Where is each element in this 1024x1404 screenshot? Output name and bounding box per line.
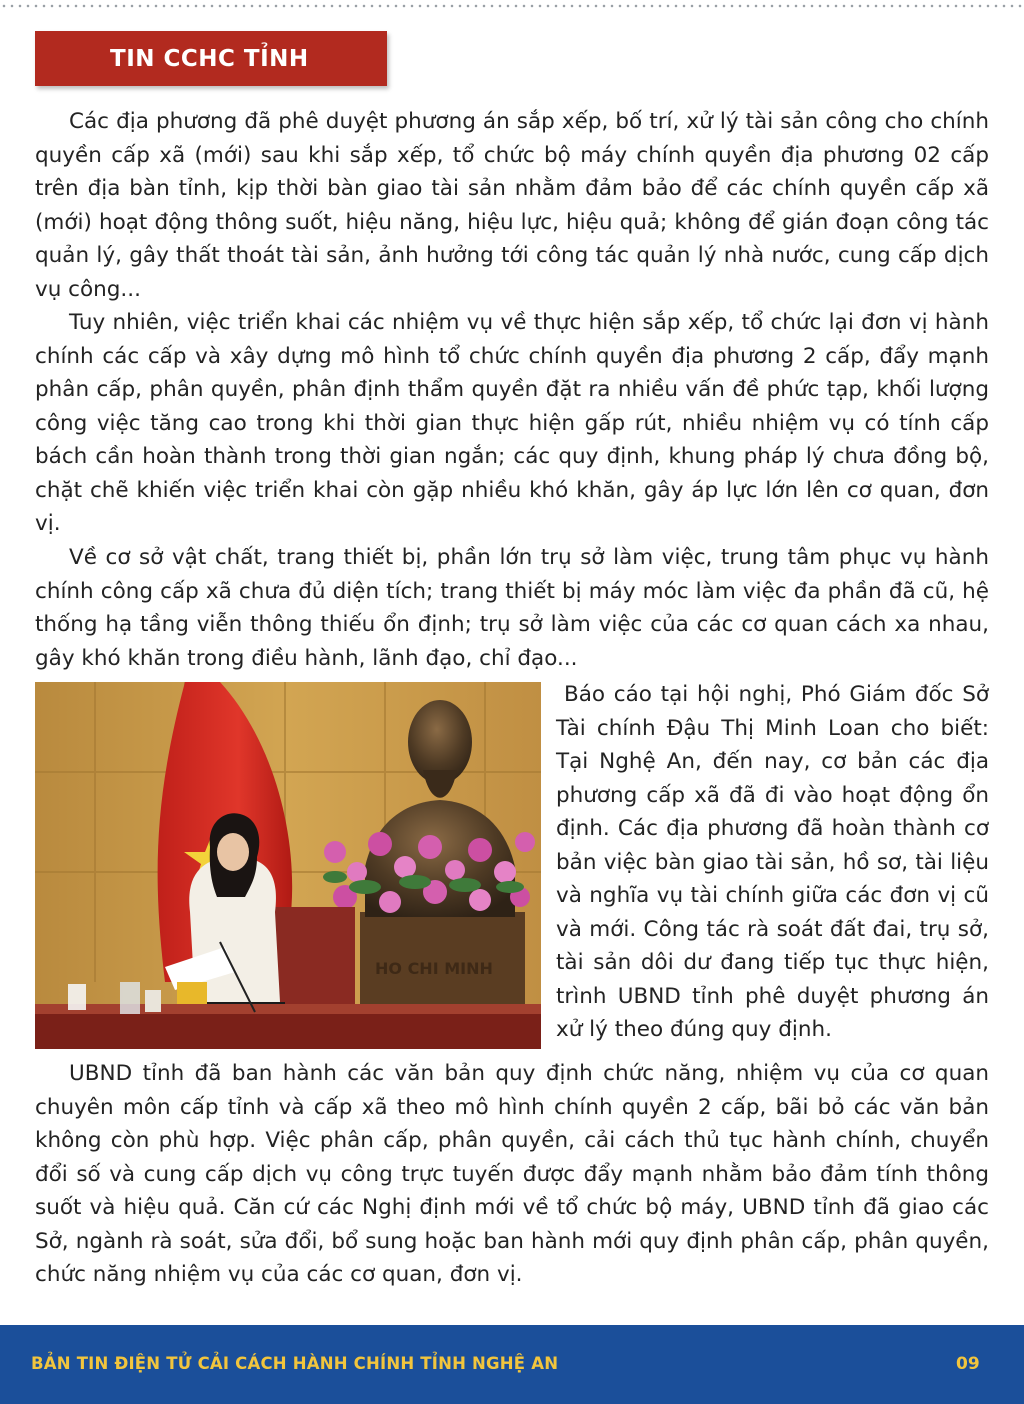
article-paragraph-1: Các địa phương đã phê duyệt phương án sắp xếp, bố trí, xử lý tài sản công cho chính quyền cấp xã (mới) sau khi sắp xếp, tổ chức bộ máy chính quyền địa phương 02 cấp trên địa bàn tỉnh, kịp thời bàn giao tài sản nhằm đảm bảo để các chính quyền cấp xã (mới) hoạt động thông suốt, hiệu năng, hiệu lực, hiệu quả; không để gián đoạn công tác quản lý, gây thất thoát tài sản, ảnh hưởng tới công tác quản lý nhà nước, cung cấp dịch vụ công... xyxy=(35,109,989,302)
conference-photo xyxy=(35,682,541,1049)
footer-bar xyxy=(0,1325,1024,1404)
article-paragraph-4: Báo cáo tại hội nghị, Phó Giám đốc Sở Tài chính Đậu Thị Minh Loan cho biết: Tại Nghệ An, đến nay, cơ bản các địa phương cấp xã đã đi vào hoạt động ổn định. Các địa phương đã hoàn thành cơ bản việc bàn giao tài sản, hồ sơ, tài liệu và nghĩa vụ tài chính giữa các đơn vị cũ và mới. Công tác rà soát đất đai, trụ sở, tài sản dôi dư đang tiếp tục thực hiện, trình UBND tỉnh phê duyệt phương án xử lý theo đúng quy định. xyxy=(556,682,989,1042)
section-header xyxy=(35,31,387,86)
bulletin-title: BẢN TIN ĐIỆN TỬ CẢI CÁCH HÀNH CHÍNH TỈNH NGHỆ AN xyxy=(31,1354,559,1373)
page-number: 09 xyxy=(956,1354,980,1374)
article-paragraph-5: UBND tỉnh đã ban hành các văn bản quy định chức năng, nhiệm vụ của cơ quan chuyên môn cấp tỉnh và cấp xã theo mô hình chính quyền 2 cấp, bãi bỏ các văn bản không còn phù hợp. Việc phân cấp, phân quyền, cải cách thủ tục hành chính, chuyển đổi số và cung cấp dịch vụ công trực tuyến được đẩy mạnh nhằm bảo đảm tính thông suốt và hiệu quả. Căn cứ các Nghị định mới về tổ chức bộ máy, UBND tỉnh đã giao các Sở, ngành rà soát, sửa đổi, bổ sung hoặc ban hành mới quy định phân cấp, phân quyền, chức năng nhiệm vụ của các cơ quan, đơn vị. xyxy=(35,1061,989,1287)
article-paragraph-2: Tuy nhiên, việc triển khai các nhiệm vụ về thực hiện sắp xếp, tổ chức lại đơn vị hành chính các cấp và xây dựng mô hình tổ chức chính quyền địa phương 2 cấp, đẩy mạnh phân cấp, phân quyền, phân định thẩm quyền đặt ra nhiều vấn đề phức tạp, khối lượng công việc tăng cao trong khi thời gian thực hiện gấp rút, nhiều nhiệm vụ có tính cấp bách cần hoàn thành trong thời gian ngắn; các quy định, khung pháp lý chưa đồng bộ, chặt chẽ khiến việc triển khai còn gặp nhiều khó khăn, gây áp lực lớn lên cơ quan, đơn vị. xyxy=(35,310,989,536)
bust-plaque-text: HO CHI MINH xyxy=(375,959,493,978)
section-label: TIN CCHC TỈNH xyxy=(110,45,309,72)
top-dotted-border xyxy=(0,4,1024,8)
article-paragraph-3: Về cơ sở vật chất, trang thiết bị, phần lớn trụ sở làm việc, trung tâm phục vụ hành chính công cấp xã chưa đủ diện tích; trang thiết bị máy móc làm việc đa phần đã cũ, hệ thống hạ tầng viễn thông thiếu ổn định; trụ sở làm việc của các cơ quan cách xa nhau, gây khó khăn trong điều hành, lãnh đạo, chỉ đạo... xyxy=(35,545,989,671)
